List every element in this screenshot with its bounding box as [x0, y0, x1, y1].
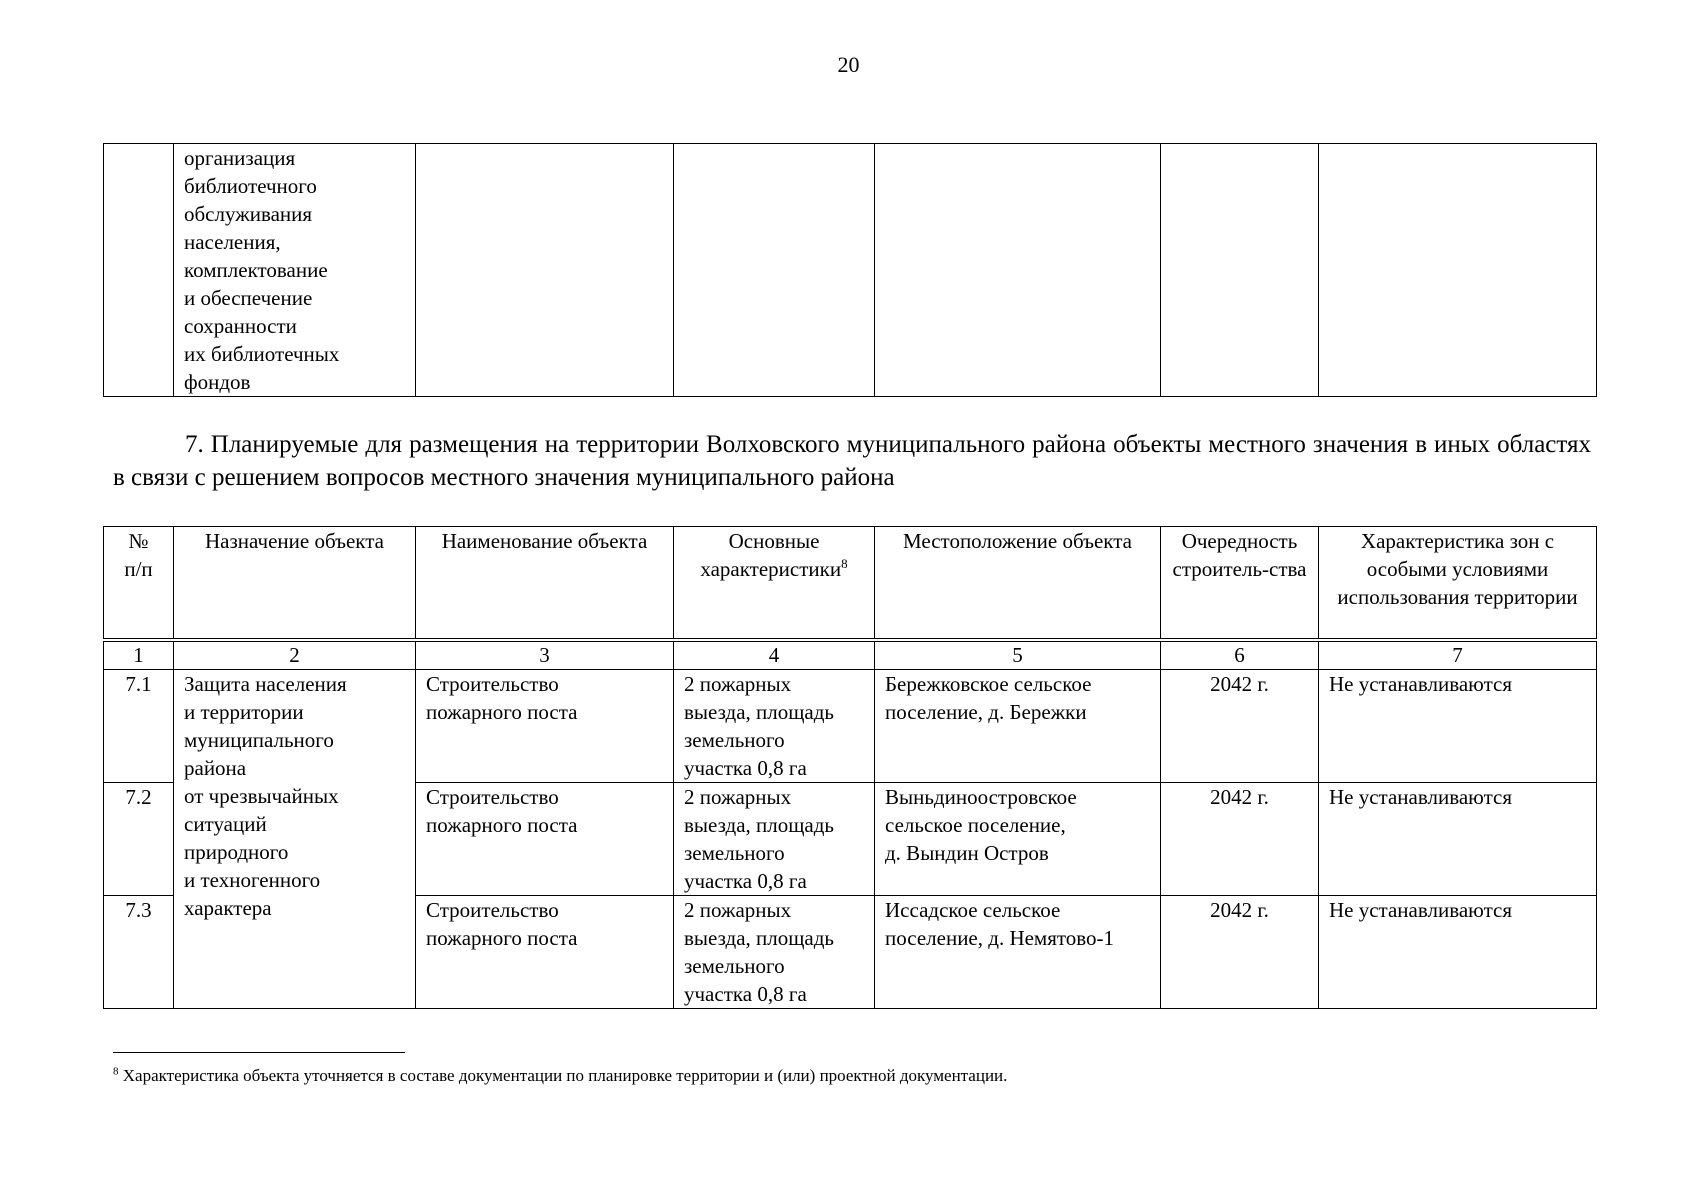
row-num: 7.1	[104, 670, 174, 783]
row-zones: Не устанавливаются	[1319, 783, 1597, 896]
row-location: Иссадское сельское поселение, д. Немятово-1	[875, 896, 1161, 1009]
table-cell	[174, 144, 416, 397]
header-purpose: Назначение объекта	[174, 527, 416, 639]
table-cell	[1161, 144, 1319, 397]
row-num: 7.3	[104, 896, 174, 1009]
row-zones: Не устанавливаются	[1319, 896, 1597, 1009]
row-name: Строительство пожарного поста	[416, 670, 674, 783]
column-number: 2	[174, 642, 416, 670]
table-cell	[875, 144, 1161, 397]
header-location: Местоположение объекта	[875, 527, 1161, 639]
continuation-text: организация библиотечного обслуживания населения, комплектование и обеспечение сохранности их библиотечных фондов	[184, 146, 340, 394]
header-order: Очередность строитель-ства	[1161, 527, 1319, 639]
row-name: Строительство пожарного поста	[416, 896, 674, 1009]
row-num: 7.2	[104, 783, 174, 896]
row-name: Строительство пожарного поста	[416, 783, 674, 896]
row-characteristics: 2 пожарных выезда, площадь земельного участка 0,8 га	[674, 896, 875, 1009]
group-purpose: Защита населения и территории муниципального района от чрезвычайных ситуаций природного и техногенного характера	[174, 670, 416, 1009]
row-order: 2042 г.	[1161, 783, 1319, 896]
footnote-marker: 8	[113, 1065, 119, 1078]
table-row	[104, 144, 1597, 397]
row-characteristics: 2 пожарных выезда, площадь земельного участка 0,8 га	[674, 670, 875, 783]
column-number: 4	[674, 642, 875, 670]
header-characteristics	[674, 527, 875, 639]
table-cell	[674, 144, 875, 397]
row-characteristics: 2 пожарных выезда, площадь земельного участка 0,8 га	[674, 783, 875, 896]
section-heading-text: 7. Планируемые для размещения на территории Волховского муниципального района объекты местного значения в иных областях в связи с решением вопросов местного значения муниципального района	[113, 431, 1591, 491]
row-location: Бережковское сельское поселение, д. Бережки	[875, 670, 1161, 783]
continuation-table	[103, 143, 1597, 397]
column-number: 6	[1161, 642, 1319, 670]
row-order: 2042 г.	[1161, 896, 1319, 1009]
footnote-text: Характеристика объекта уточняется в составе документации по планировке территории и (или) проектной документации.	[118, 1066, 1008, 1085]
table-row	[104, 670, 1597, 783]
header-zones: Характеристика зон с особыми условиями использования территории	[1319, 527, 1597, 639]
page-number: 20	[837, 52, 860, 77]
header-name: Наименование объекта	[416, 527, 674, 639]
header-num: № п/п	[104, 527, 174, 639]
header-characteristics-text: Основные характеристики	[700, 529, 842, 581]
objects-table	[103, 526, 1597, 1009]
column-number: 7	[1319, 642, 1597, 670]
table-cell	[104, 144, 174, 397]
column-numbers-row	[104, 642, 1597, 670]
footnote-ref: 8	[841, 556, 848, 571]
footnote	[113, 1065, 1593, 1087]
table-cell	[416, 144, 674, 397]
section-heading	[113, 428, 1591, 494]
column-number: 3	[416, 642, 674, 670]
column-number: 5	[875, 642, 1161, 670]
table-cell	[1319, 144, 1597, 397]
table-header-row	[104, 527, 1597, 639]
row-zones: Не устанавливаются	[1319, 670, 1597, 783]
column-number: 1	[104, 642, 174, 670]
row-location: Выньдиноостровское сельское поселение, д. Вындин Остров	[875, 783, 1161, 896]
footnote-divider	[113, 1052, 405, 1053]
row-order: 2042 г.	[1161, 670, 1319, 783]
